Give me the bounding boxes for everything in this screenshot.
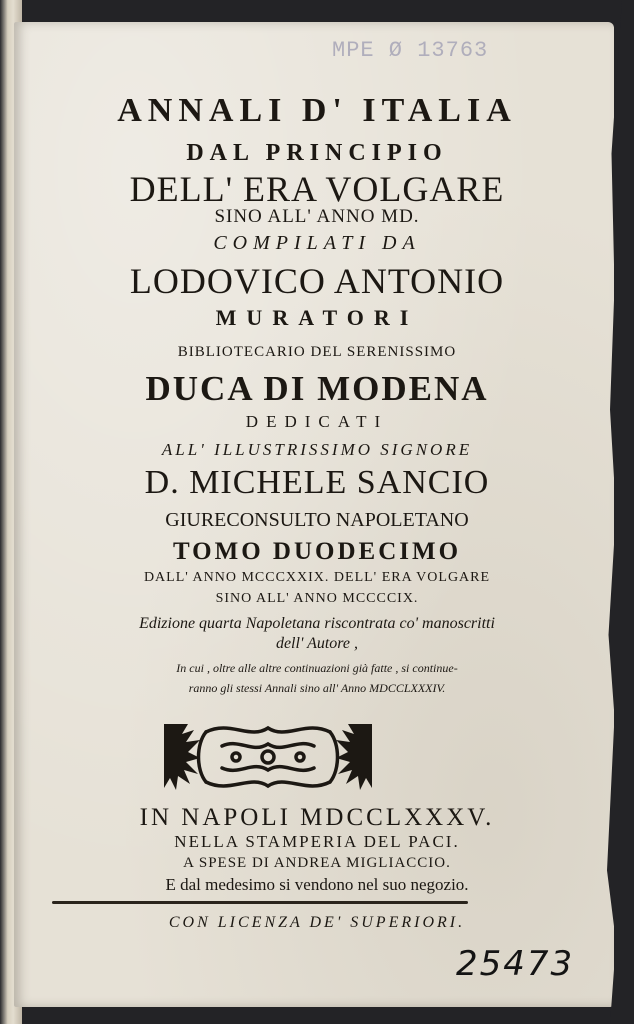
handwritten-catalog-number: 25473 — [456, 944, 575, 984]
volume-line: TOMO DUODECIMO — [172, 538, 462, 565]
license-line: CON LICENZA DE' SUPERIORI. — [168, 914, 466, 931]
book-title: ANNALI D' ITALIA — [117, 92, 517, 129]
dedicatee-name: D. MICHELE SANCIO — [144, 464, 490, 501]
dedicatee-role: GIURECONSULTO NAPOLETANO — [165, 509, 469, 531]
title-line-sino: SINO ALL' ANNO MD. — [214, 206, 420, 227]
period-from-line: DALL' ANNO MCCCXXIX. DELL' ERA VOLGARE — [143, 570, 491, 585]
period-to-line: SINO ALL' ANNO MCCCCIX. — [215, 591, 419, 606]
author-first-name: LODOVICO ANTONIO — [129, 261, 505, 301]
duke-line: DUCA DI MODENA — [145, 369, 489, 408]
imprint-printer: NELLA STAMPERIA DEL PACI. — [174, 832, 460, 851]
imprint-seller: E dal medesimo si vendono nel suo negozio. — [165, 875, 469, 894]
author-last-name: MURATORI — [215, 305, 419, 330]
imprint-publisher: A SPESE DI ANDREA MIGLIACCIO. — [183, 855, 451, 871]
library-stamp: MPE Ø 13763 — [332, 38, 489, 63]
imprint-place-date: IN NAPOLI MDCCLXXXV. — [139, 804, 495, 831]
compilati-line: COMPILATI DA — [213, 232, 421, 254]
dedication-line: ALL' ILLUSTRISSIMO SIGNORE — [161, 440, 473, 459]
printer-ornament — [160, 718, 376, 796]
continuation-line-2: ranno gli stessi Annali sino all' Anno MDCCLXXXIV. — [188, 681, 446, 695]
title-line-dal: DAL PRINCIPIO — [186, 140, 448, 166]
author-role: BIBLIOTECARIO DEL SERENISSIMO — [177, 344, 457, 360]
dedicati-line: DEDICATI — [245, 412, 389, 431]
divider-rule — [52, 901, 468, 904]
edition-author-line: dell' Autore , — [275, 635, 359, 652]
title-line-era: DELL' ERA VOLGARE — [129, 169, 505, 209]
continuation-line-1: In cui , oltre alle altre continuazioni già fatte , si continue- — [176, 661, 458, 675]
edition-line: Edizione quarta Napoletana riscontrata co' manoscritti — [139, 615, 495, 632]
